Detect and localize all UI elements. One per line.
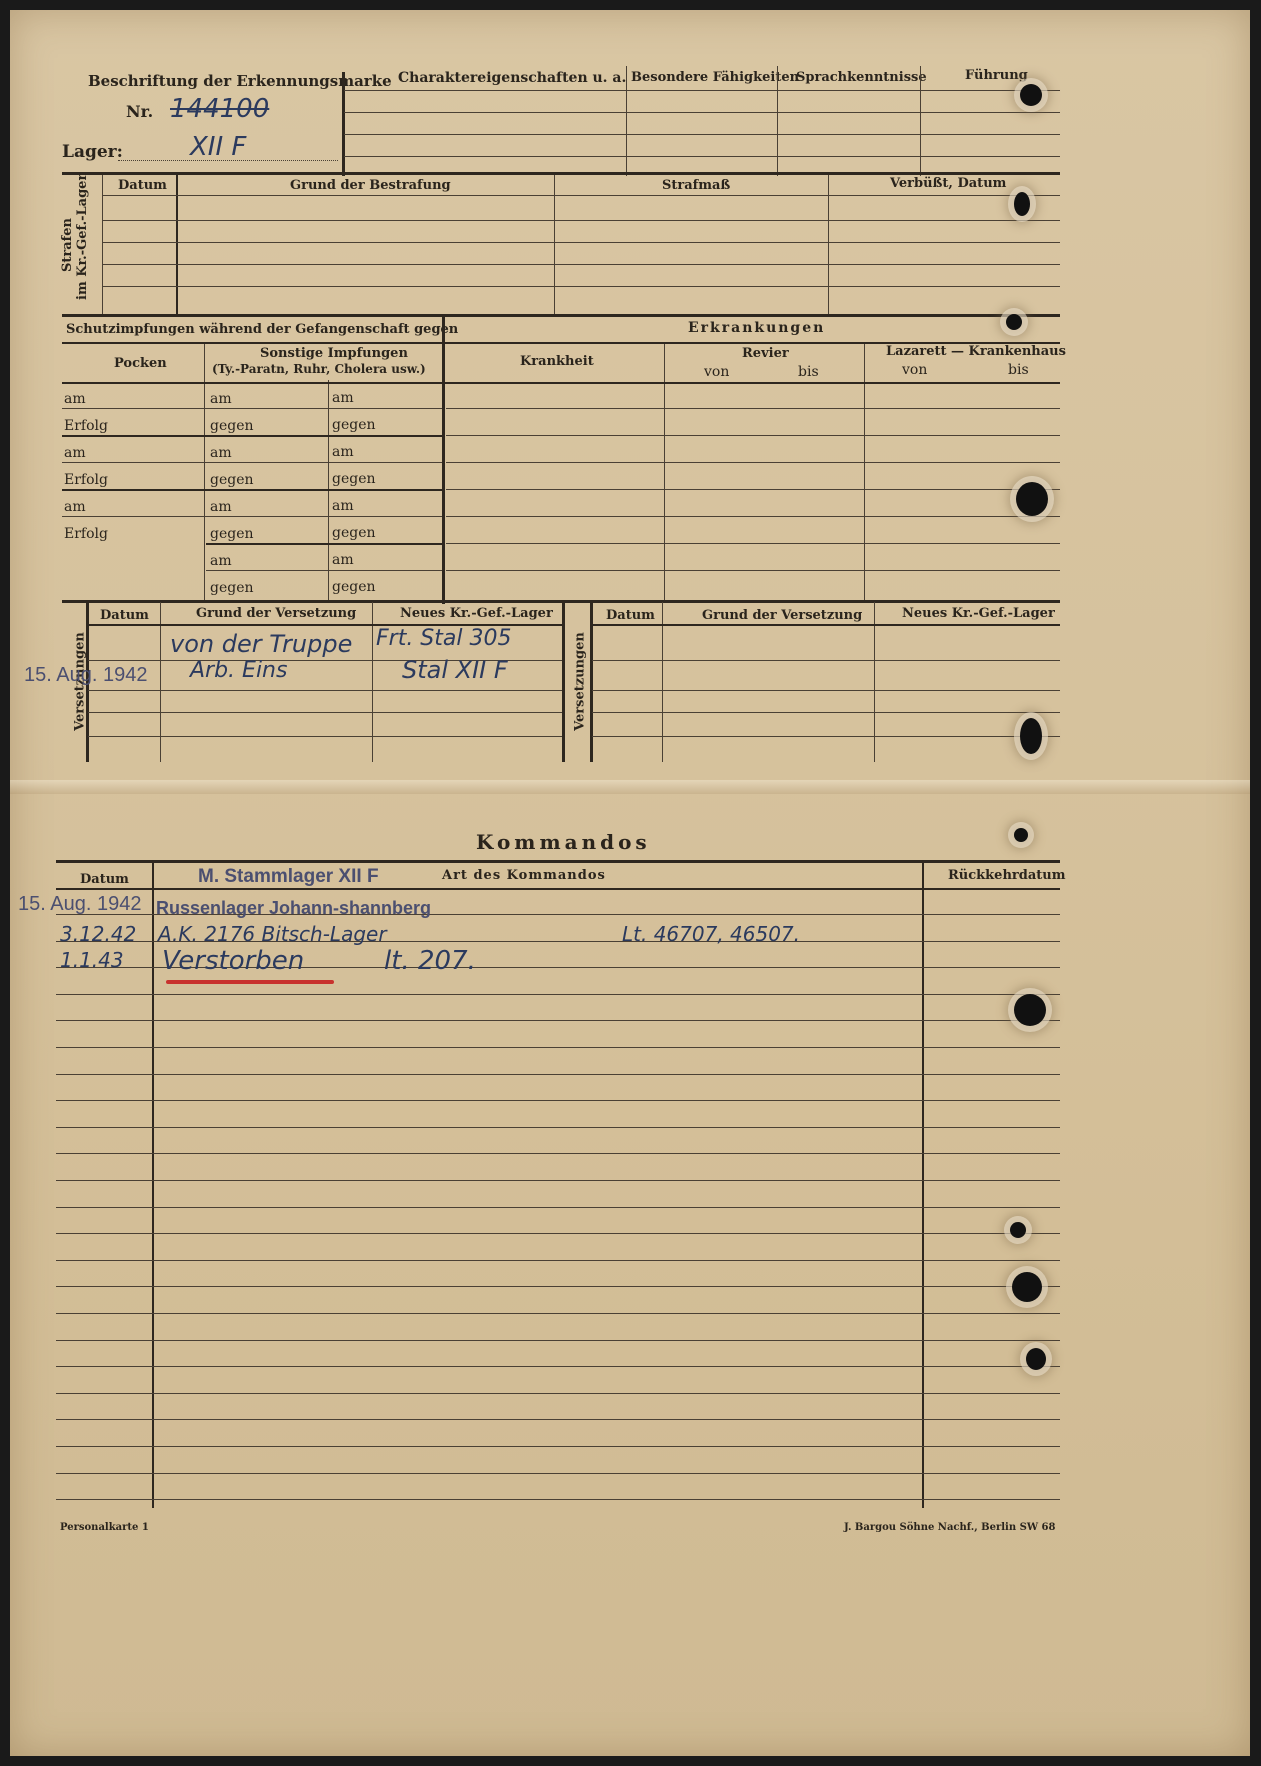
punch-hole [1006, 314, 1022, 330]
kommandos-col-datum: Datum [80, 872, 129, 887]
ruled-line [56, 1100, 1060, 1101]
kommandos-col-art: Art des Kommandos [442, 868, 606, 883]
beschriftung-label: Beschriftung der Erkennungsmarke [88, 72, 392, 90]
vers-left-col-datum: Datum [100, 608, 149, 623]
kommando-entry-3-art: Verstorben [162, 946, 305, 976]
erkrankungen-col-lazarett: Lazarett — Krankenhaus [886, 344, 1066, 359]
ruled-line [56, 1393, 1060, 1394]
strafen-side-label: Strafen im Kr.-Gef.-Lager [60, 173, 90, 300]
sonstige-a-row-6: gegen [210, 526, 254, 542]
sonstige-a-row-1: am [210, 391, 232, 407]
versetzungen-side-label-right: Versetzungen [572, 632, 588, 731]
punch-hole [1012, 1272, 1042, 1302]
impfungen-title: Schutzimpfungen während der Gefangenschaft gegen [66, 322, 459, 337]
sonstige-a-row-5: am [210, 499, 232, 515]
sonstige-b-row-8: gegen [332, 579, 376, 595]
erkrankungen-col-revier: Revier [742, 346, 789, 361]
sonstige-b-row-5: am [332, 498, 354, 514]
impfungen-col-sonstige-sub: (Ty.-Paratn, Ruhr, Cholera usw.) [212, 362, 426, 376]
ruled-line [56, 1473, 1060, 1474]
versetzung-grund-1: von der Truppe [170, 630, 353, 658]
versetzung-date-stamp: 15. Aug. 1942 [24, 664, 148, 686]
ruled-line [56, 994, 1060, 995]
revier-von: von [704, 364, 730, 380]
versetzung-lager-1: Frt. Stal 305 [376, 626, 512, 651]
vers-right-col-datum: Datum [606, 608, 655, 623]
ruled-line [56, 1180, 1060, 1181]
punch-hole [1020, 718, 1042, 754]
lager-label: Lager: [62, 142, 123, 162]
ruled-line [56, 1419, 1060, 1420]
strafen-col-datum: Datum [118, 178, 167, 193]
vers-left-col-lager: Neues Kr.-Gef.-Lager [400, 606, 553, 621]
vers-left-col-grund: Grund der Versetzung [196, 606, 357, 621]
nr-value: 144100 [170, 94, 270, 124]
versetzung-grund-2: Arb. Eins [190, 658, 288, 683]
kommandos-col-rueckkehr: Rückkehrdatum [948, 868, 1066, 883]
footer-right: J. Bargou Söhne Nachf., Berlin SW 68 [844, 1522, 1056, 1533]
fold-crease [10, 780, 1250, 794]
revier-bis: bis [798, 364, 819, 380]
kommando-entry-1-datum: 15. Aug. 1942 [18, 893, 142, 915]
sonstige-a-row-2: gegen [210, 418, 254, 434]
ruled-line [56, 1047, 1060, 1048]
sonstige-b-row-3: am [332, 444, 354, 460]
fuehrung-label: Führung [965, 68, 1028, 83]
pocken-row-1: am [64, 391, 86, 407]
sonstige-a-row-8: gegen [210, 580, 254, 596]
pocken-row-6: Erfolg [64, 526, 108, 542]
pocken-row-3: am [64, 445, 86, 461]
punch-hole [1026, 1348, 1046, 1370]
kommando-entry-2-note: Lt. 46707, 46507. [622, 922, 801, 946]
faehigkeiten-label: Besondere Fähigkeiten [631, 70, 800, 85]
pocken-row-4: Erfolg [64, 472, 108, 488]
ruled-line [56, 1020, 1060, 1021]
index-card [10, 10, 1250, 1756]
pocken-row-2: Erfolg [64, 418, 108, 434]
lazarett-bis: bis [1008, 362, 1029, 378]
impfungen-col-pocken: Pocken [114, 356, 167, 371]
sonstige-b-row-2: gegen [332, 417, 376, 433]
sonstige-b-row-7: am [332, 552, 354, 568]
charakter-label: Charaktereigenschaften u. a. [398, 70, 627, 86]
lazarett-von: von [902, 362, 928, 378]
strafen-col-grund: Grund der Bestrafung [290, 178, 451, 193]
strafen-col-verbuesst: Verbüßt, Datum [890, 176, 1007, 191]
punch-hole [1014, 994, 1046, 1026]
ruled-line [56, 1233, 1060, 1234]
strafen-col-strafmass: Strafmaß [662, 178, 731, 193]
impfungen-col-sonstige: Sonstige Impfungen [260, 346, 408, 361]
nr-label: Nr. [126, 102, 154, 121]
punch-hole [1020, 84, 1042, 106]
footer-left: Personalkarte 1 [60, 1522, 149, 1533]
ruled-line [56, 1366, 1060, 1367]
versetzungen-side-label-left: Versetzungen [72, 632, 88, 731]
punch-hole [1016, 482, 1048, 516]
punch-hole [1014, 828, 1028, 842]
kommando-entry-2-art: A.K. 2176 Bitsch-Lager [158, 922, 387, 946]
versetzung-lager-2: Stal XII F [402, 656, 508, 684]
verstorben-red-underline [166, 980, 334, 984]
sonstige-b-row-6: gegen [332, 525, 376, 541]
sonstige-b-row-1: am [332, 390, 354, 406]
kommando-entry-2-datum: 3.12.42 [60, 922, 137, 946]
ruled-line [56, 1286, 1060, 1287]
vers-right-col-grund: Grund der Versetzung [702, 608, 863, 623]
punch-hole [1010, 1222, 1026, 1238]
ruled-line [56, 1313, 1060, 1314]
kommandos-stamp-header: M. Stammlager XII F [198, 866, 379, 887]
erkrankungen-title: Erkrankungen [688, 320, 826, 336]
ruled-line [56, 1207, 1060, 1208]
ruled-line [56, 1340, 1060, 1341]
ruled-line [56, 1127, 1060, 1128]
ruled-line [56, 1499, 1060, 1500]
punch-hole [1014, 192, 1030, 216]
kommando-entry-3-datum: 1.1.43 [60, 948, 124, 972]
ruled-line [56, 1074, 1060, 1075]
lager-value: XII F [190, 132, 247, 162]
sonstige-b-row-4: gegen [332, 471, 376, 487]
ruled-line [56, 1153, 1060, 1154]
ruled-line [56, 1446, 1060, 1447]
sonstige-a-row-3: am [210, 445, 232, 461]
kommando-entry-1-art: Russenlager Johann-shannberg [156, 898, 432, 918]
sonstige-a-row-7: am [210, 553, 232, 569]
sonstige-a-row-4: gegen [210, 472, 254, 488]
ruled-line [56, 1260, 1060, 1261]
erkrankungen-col-krankheit: Krankheit [520, 354, 594, 369]
pocken-row-5: am [64, 499, 86, 515]
kommando-entry-3-note: lt. 207. [384, 946, 476, 976]
kommandos-title: Kommandos [476, 830, 651, 854]
sprachkenntnisse-label: Sprachkenntnisse [796, 70, 927, 85]
vers-right-col-lager: Neues Kr.-Gef.-Lager [902, 606, 1055, 621]
